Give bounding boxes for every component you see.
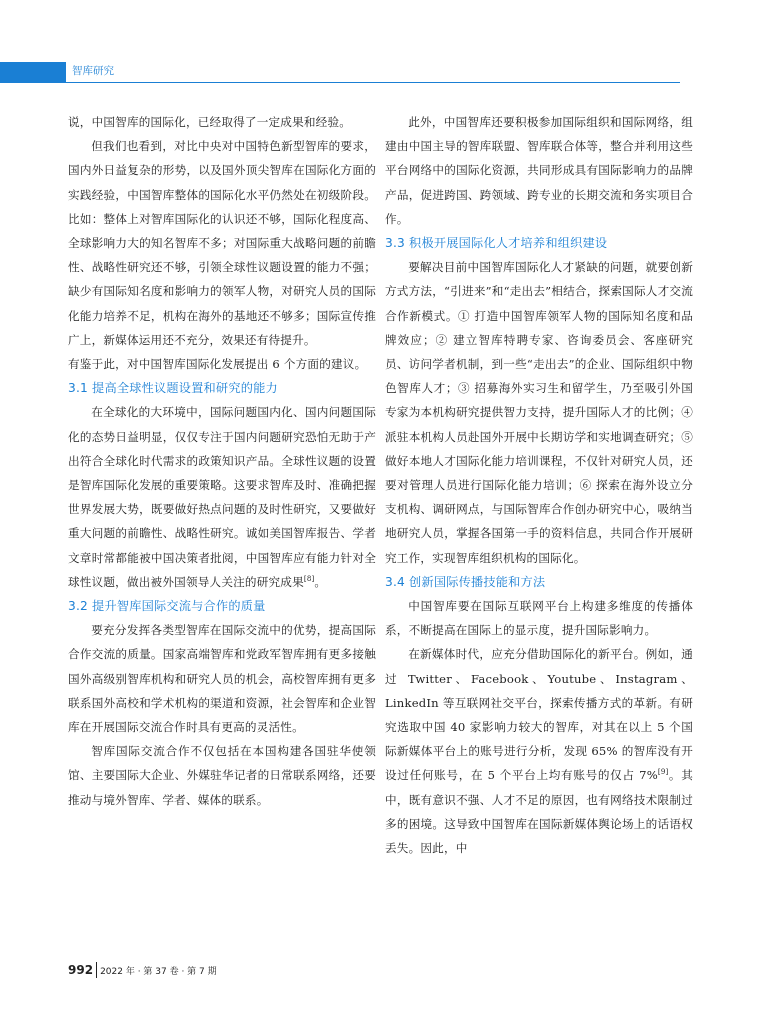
page-footer [68,962,217,978]
paragraph: 但我们也看到，对比中央对中国特色新型智库的要求，国内外日益复杂的形势，以及国外顶尖智库在国际化方面的实践经验，中国智库整体的国际化水平仍然处在初级阶段。比如：整体上对智库国际化的认识还不够，国际化程度高、全球影响力大的知名智库不多；对国际重大战略问题的前瞻性、战略性研究还不够，引领全球性议题设置的能力不强；缺少有国际知名度和影响力的领军人物，对研究人员的国际化能力培养不足，机构在海外的基地还不够多；国际宣传推广上，新媒体运用还不充分，效果还有待提升。 [68,139,376,347]
section-heading-3-1: 3.1 提高全球性议题设置和研究的能力 [68,381,278,396]
paragraph: 要充分发挥各类型智库在国际交流中的优势，提高国际合作交流的质量。国家高端智库和党政军智库拥有更多接触国外高级别智库机构和研究人员的机会，高校智库拥有更多联系国外高校和学术机构的渠道和资源，社会智库和企业智库在开展国际交流合作时具有更高的灵活性。 [68,623,376,735]
section-heading-3-3: 3.3 积极开展国际化人才培养和组织建设 [385,236,608,251]
paragraph: 在新媒体时代，应充分借助国际化的新平台。例如，通过 Twitter、Facebook、Youtube、Instagram、LinkedIn 等互联网社交平台，探索传播方式的革新。有研究选取中国 40 家影响力较大的智库，对其在以上 5 个国际新媒体平台上的账号进行分析，发现 65% 的智库没有开设过任何账号，在 5 个平台上均有账号的仅占 7%[9]。其中，既有意识不强、人才不足的原因，也有网络技术限制过多的困境。这导致中国智库在国际新媒体舆论场上的话语权丢失。因此，中 [385,647,694,856]
issue-info: 2022 年 · 第 37 卷 · 第 7 期 [100,966,217,977]
left-column [68,110,376,812]
citation-ref: [8] [303,575,315,583]
section-heading-3-4: 3.4 创新国际传播技能和方法 [385,574,546,589]
paragraph: 智库国际交流合作不仅包括在本国构建各国驻华使领馆、主要国际大企业、外媒驻华记者的日常联系网络，还要推动与境外智库、学者、媒体的联系。 [68,744,376,807]
paragraph: 要解决目前中国智库国际化人才紧缺的问题，就要创新方式方法，“引进来”和“走出去”相结合，探索国际人才交流合作新模式。① 打造中国智库领军人物的国际知名度和品牌效应；② 建立智库特聘专家、咨询委员会、客座研究员、访问学者机制，到一些“走出去”的企业、国际组织中物色智库人才；③ 招募海外实习生和留学生，乃至吸引外国专家为本机构研究提供智力支持，提升国际人才的比例；④ 派驻本机构人员赴国外开展中长期访学和实地调查研究；⑤ 做好本地人才国际化能力培训课程，不仅针对研究人员，还要对管理人员进行国际化能力培训；⑥ 探索在海外设立分支机构、调研网点，与国际智库合作创办研究中心，吸纳当地研究人员，掌握各国第一手的资料信息，共同合作开展研究工作，实现智库组织机构的国际化。 [385,260,693,565]
journal-title: 智库研究 [72,65,114,77]
page-number: 992 [68,963,94,977]
paragraph: 此外，中国智库还要积极参加国际组织和国际网络，组建由中国主导的智库联盟、智库联合体等，整合并利用这些平台网络中的国际化资源，共同形成具有国际影响力的品牌产品，促进跨国、跨领域、跨专业的长期交流和务实项目合作。 [385,115,693,226]
header-accent-bar [0,62,66,83]
citation-ref: [9] [657,768,669,777]
section-heading-3-2: 3.2 提升智库国际交流与合作的质量 [68,599,266,614]
footer-separator [96,962,97,978]
paragraph: 有鉴于此，对中国智库国际化发展提出 6 个方面的建议。 [68,357,367,372]
right-column [385,110,693,860]
header-divider [66,82,680,83]
paragraph: 说，中国智库的国际化，已经取得了一定成果和经验。 [68,115,352,129]
paragraph: 中国智库要在国际互联网平台上构建多维度的传播体系，不断提高在国际上的显示度，提升国际影响力。 [385,599,693,638]
paragraph: 在全球化的大环境中，国际问题国内化、国内问题国际化的态势日益明显，仅仅专注于国内问题研究恐怕无助于产出符合全球化时代需求的政策知识产品。全球性议题的设置是智库国际化发展的重要策略。这要求智库及时、准确把握世界发展大势，既要做好热点问题的及时性研究，又要做好重大问题的前瞻性、战略性研究。诚如美国智库报告、学者文章时常都能被中国决策者批阅，中国智库应有能力针对全球性议题，做出被外国领导人关注的研究成果[8]。 [68,405,376,589]
